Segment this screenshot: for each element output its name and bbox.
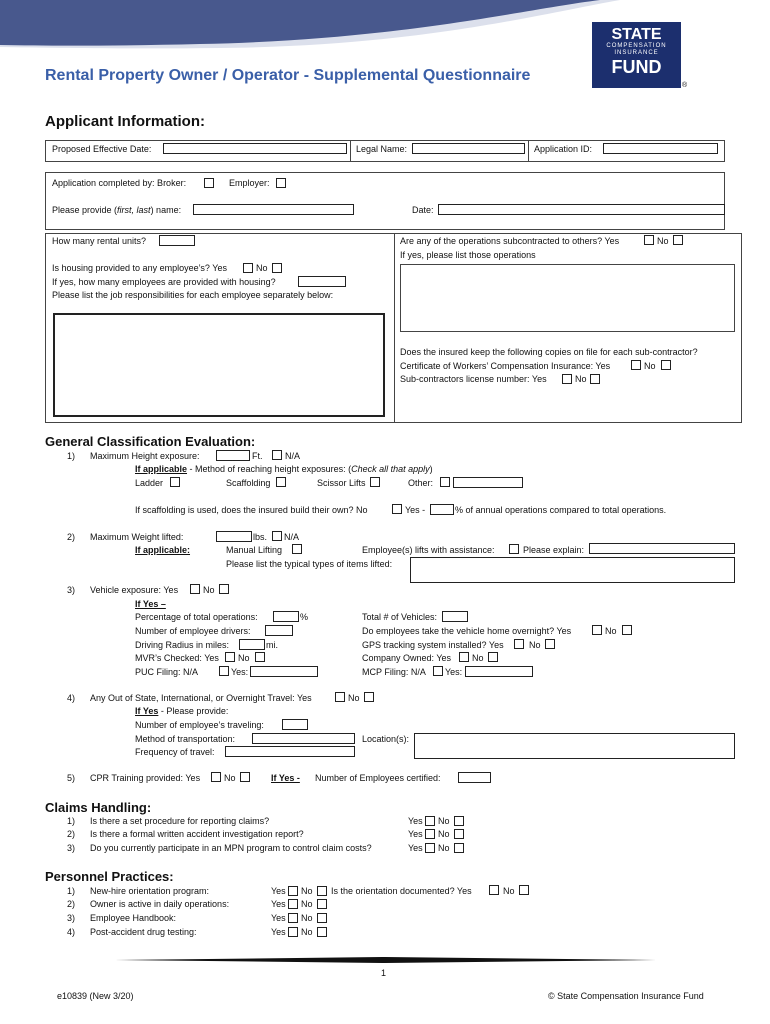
- weight-label: Maximum Weight lifted:: [90, 532, 184, 542]
- height-label: Maximum Height exposure:: [90, 451, 200, 461]
- application-id-field[interactable]: [603, 143, 718, 154]
- typical-items-field[interactable]: [410, 557, 735, 583]
- footer-rule: [115, 955, 656, 965]
- company-owned-no-checkbox[interactable]: [488, 652, 498, 662]
- scaffolding-label: Scaffolding: [226, 478, 271, 488]
- claims-yes-label: Yes: [408, 816, 423, 826]
- height-field[interactable]: [216, 450, 250, 461]
- certified-label: Number of Employees certified:: [315, 773, 441, 783]
- date-field[interactable]: [438, 204, 725, 215]
- personnel-no-checkbox[interactable]: [317, 913, 327, 923]
- claims-item-number: 1): [67, 816, 76, 826]
- legal-name-label: Legal Name:: [356, 144, 408, 154]
- gps-no-label: No: [529, 640, 541, 650]
- drivers-label: Number of employee drivers:: [135, 626, 251, 636]
- claims-question: Is there a set procedure for reporting claims?: [90, 816, 270, 826]
- scissor-lifts-label: Scissor Lifts: [317, 478, 366, 488]
- job-responsibilities-textarea[interactable]: [53, 313, 385, 417]
- subcontracted-no-checkbox[interactable]: [673, 235, 683, 245]
- personnel-question: Post-accident drug testing:: [90, 927, 197, 937]
- personnel-no-label: No: [301, 886, 313, 896]
- item-number: 2): [67, 532, 76, 542]
- subcontracted-label: Are any of the operations subcontracted to others? Yes: [400, 236, 620, 246]
- gps-no-checkbox[interactable]: [545, 639, 555, 649]
- certificate-no-checkbox[interactable]: [661, 360, 671, 370]
- height-method-label: If applicable - Method of reaching height exposures: (Check all that apply): [135, 464, 433, 474]
- page-number: 1: [381, 968, 387, 978]
- company-owned-yes-checkbox[interactable]: [459, 652, 469, 662]
- personnel-question: Owner is active in daily operations:: [90, 899, 230, 909]
- documented-no-label: No: [503, 886, 515, 896]
- subcontracted-no-label: No: [657, 236, 669, 246]
- personnel-item-number: 1): [67, 886, 76, 896]
- num-traveling-label: Number of employee’s traveling:: [135, 720, 264, 730]
- weight-na-checkbox[interactable]: [272, 531, 282, 541]
- claims-no-checkbox[interactable]: [454, 829, 464, 839]
- height-na-checkbox[interactable]: [272, 450, 282, 460]
- claims-no-checkbox[interactable]: [454, 816, 464, 826]
- form-number: e10839 (New 3/20): [57, 991, 134, 1001]
- personnel-yes-label: Yes: [271, 913, 286, 923]
- vehicle-label: Vehicle exposure: Yes: [90, 585, 179, 595]
- take-home-yes-checkbox[interactable]: [592, 625, 602, 635]
- other-label: Other:: [408, 478, 434, 488]
- housing-yes-checkbox[interactable]: [243, 263, 253, 273]
- vehicle-no-checkbox[interactable]: [219, 584, 229, 594]
- employer-checkbox[interactable]: [276, 178, 286, 188]
- personnel-item-number: 4): [67, 927, 76, 937]
- typical-items-label: Please list the typical types of items lifted:: [226, 559, 393, 569]
- other-checkbox[interactable]: [440, 477, 450, 487]
- vehicle-yes-checkbox[interactable]: [190, 584, 200, 594]
- if-yes-label: If Yes –: [135, 599, 166, 609]
- ft-label: Ft.: [252, 451, 263, 461]
- license-yes-checkbox[interactable]: [562, 374, 572, 384]
- claims-no-label: No: [438, 829, 450, 839]
- employer-label: Employer:: [229, 178, 270, 188]
- percent-annual-label: % of annual operations compared to total operations.: [455, 505, 667, 515]
- personnel-no-checkbox[interactable]: [317, 927, 327, 937]
- list-operations-label: If yes, please list those operations: [400, 250, 536, 260]
- manual-lifting-checkbox[interactable]: [292, 544, 302, 554]
- total-vehicles-field[interactable]: [442, 611, 468, 622]
- explain-label: Please explain:: [523, 545, 585, 555]
- scaffolding-build-label: If scaffolding is used, does the insured build their own? No: [135, 505, 368, 515]
- ladder-checkbox[interactable]: [170, 477, 180, 487]
- operations-textarea[interactable]: [400, 264, 735, 332]
- claims-no-label: No: [438, 843, 450, 853]
- claims-yes-checkbox[interactable]: [425, 843, 435, 853]
- height-na-label: N/A: [285, 451, 301, 461]
- if-applicable-label: If applicable:: [135, 545, 191, 555]
- personnel-yes-label: Yes: [271, 927, 286, 937]
- puc-label: PUC Filing: N/A: [135, 667, 199, 677]
- name-field[interactable]: [193, 204, 354, 215]
- vehicle-no-label: No: [203, 585, 215, 595]
- broker-checkbox[interactable]: [204, 178, 214, 188]
- certificate-yes-checkbox[interactable]: [631, 360, 641, 370]
- housing-no-checkbox[interactable]: [272, 263, 282, 273]
- travel-label: Any Out of State, International, or Overnight Travel: Yes: [90, 693, 312, 703]
- claims-yes-label: Yes: [408, 829, 423, 839]
- mcp-field[interactable]: [465, 666, 533, 677]
- copyright: © State Compensation Insurance Fund: [548, 991, 704, 1001]
- weight-field[interactable]: [216, 531, 252, 542]
- housing-label: Is housing provided to any employee’s? Yes: [52, 263, 227, 273]
- units-field[interactable]: [159, 235, 195, 246]
- license-label: Sub-contractors license number: Yes: [400, 374, 547, 384]
- other-field[interactable]: [453, 477, 523, 488]
- how-many-housed-label: If yes, how many employees are provided with housing?: [52, 277, 276, 287]
- units-label: How many rental units?: [52, 236, 147, 246]
- travel-no-label: No: [348, 693, 360, 703]
- legal-name-field[interactable]: [412, 143, 525, 154]
- scaffolding-percent-field[interactable]: [430, 504, 454, 515]
- puc-yes-label: Yes:: [231, 667, 249, 677]
- mvr-no-checkbox[interactable]: [255, 652, 265, 662]
- personnel-yes-checkbox[interactable]: [288, 899, 298, 909]
- num-traveling-field[interactable]: [282, 719, 308, 730]
- job-responsibilities-label: Please list the job responsibilities for each employee separately below:: [52, 290, 334, 300]
- claims-yes-checkbox[interactable]: [425, 816, 435, 826]
- puc-na-checkbox[interactable]: [219, 666, 229, 676]
- personnel-no-label: No: [301, 927, 313, 937]
- pct-label: %: [300, 612, 309, 622]
- claims-no-label: No: [438, 816, 450, 826]
- item-number: 5): [67, 773, 76, 783]
- pct-total-field[interactable]: [273, 611, 299, 622]
- manual-lifting-label: Manual Lifting: [226, 545, 283, 555]
- mi-label: mi.: [266, 640, 278, 650]
- frequency-label: Frequency of travel:: [135, 747, 215, 757]
- documented-yes-checkbox[interactable]: [489, 885, 499, 895]
- documented-no-checkbox[interactable]: [519, 885, 529, 895]
- personnel-no-checkbox[interactable]: [317, 886, 327, 896]
- drivers-field[interactable]: [265, 625, 293, 636]
- frequency-field[interactable]: [225, 746, 355, 757]
- certificate-no-label: No: [644, 361, 656, 371]
- travel-no-checkbox[interactable]: [364, 692, 374, 702]
- assist-checkbox[interactable]: [509, 544, 519, 554]
- cpr-if-yes-label: If Yes -: [271, 773, 300, 783]
- mcp-label: MCP Filing: N/A: [362, 667, 426, 677]
- personnel-question: Employee Handbook:: [90, 913, 177, 923]
- claims-item-number: 3): [67, 843, 76, 853]
- item-number: 3): [67, 585, 76, 595]
- mcp-na-checkbox[interactable]: [433, 666, 443, 676]
- gps-label: GPS tracking system installed? Yes: [362, 640, 504, 650]
- date-label: Date:: [412, 205, 434, 215]
- personnel-heading: Personnel Practices:: [45, 869, 174, 884]
- puc-field[interactable]: [250, 666, 318, 677]
- lbs-label: lbs.: [253, 532, 268, 542]
- scif-logo: STATE COMPENSATION INSURANCE FUND: [592, 22, 681, 88]
- take-home-label: Do employees take the vehicle home overnight? Yes: [362, 626, 572, 636]
- total-vehicles-label: Total # of Vehicles:: [362, 612, 438, 622]
- completed-by-label: Application completed by: Broker:: [52, 178, 187, 188]
- effective-date-field[interactable]: [163, 143, 347, 154]
- registered-mark: ®: [682, 82, 688, 89]
- personnel-no-label: No: [301, 899, 313, 909]
- ladder-label: Ladder: [135, 478, 164, 488]
- company-owned-label: Company Owned: Yes: [362, 653, 452, 663]
- personnel-yes-checkbox[interactable]: [288, 927, 298, 937]
- take-home-no-checkbox[interactable]: [622, 625, 632, 635]
- personnel-yes-label: Yes: [271, 886, 286, 896]
- license-no-checkbox[interactable]: [590, 374, 600, 384]
- radius-label: Driving Radius in miles:: [135, 640, 230, 650]
- cpr-no-checkbox[interactable]: [240, 772, 250, 782]
- documented-label: Is the orientation documented? Yes: [331, 886, 472, 896]
- company-owned-no-label: No: [472, 653, 484, 663]
- radius-field[interactable]: [239, 639, 265, 650]
- gps-yes-checkbox[interactable]: [514, 639, 524, 649]
- subcontracted-yes-checkbox[interactable]: [644, 235, 654, 245]
- certificate-label: Certificate of Workers’ Compensation Insurance: Yes: [400, 361, 611, 371]
- personnel-yes-checkbox[interactable]: [288, 913, 298, 923]
- general-heading: General Classification Evaluation:: [45, 434, 256, 449]
- pct-total-label: Percentage of total operations:: [135, 612, 258, 622]
- applicant-heading: Applicant Information:: [45, 113, 205, 130]
- certified-field[interactable]: [458, 772, 491, 783]
- travel-if-yes-label: If Yes - Please provide:: [135, 706, 229, 716]
- claims-item-number: 2): [67, 829, 76, 839]
- claims-yes-checkbox[interactable]: [425, 829, 435, 839]
- mvr-yes-checkbox[interactable]: [225, 652, 235, 662]
- scaffolding-yes-label: Yes -: [405, 505, 426, 515]
- mcp-yes-label: Yes:: [445, 667, 463, 677]
- item-number: 1): [67, 451, 76, 461]
- scaffolding-checkbox[interactable]: [276, 477, 286, 487]
- provide-name-label: Please provide (first, last) name:: [52, 205, 182, 215]
- item-number: 4): [67, 693, 76, 703]
- claims-question: Is there a formal written accident investigation report?: [90, 829, 304, 839]
- cpr-label: CPR Training provided: Yes: [90, 773, 201, 783]
- claims-no-checkbox[interactable]: [454, 843, 464, 853]
- personnel-yes-label: Yes: [271, 899, 286, 909]
- personnel-item-number: 2): [67, 899, 76, 909]
- weight-na-label: N/A: [284, 532, 300, 542]
- mvr-label: MVR’s Checked: Yes: [135, 653, 219, 663]
- scaffolding-build-no-checkbox[interactable]: [392, 504, 402, 514]
- transport-label: Method of transportation:: [135, 734, 236, 744]
- page-title: Rental Property Owner / Operator - Supplemental Questionnaire: [45, 67, 531, 84]
- application-id-label: Application ID:: [534, 144, 593, 154]
- personnel-no-label: No: [301, 913, 313, 923]
- cpr-yes-checkbox[interactable]: [211, 772, 221, 782]
- explain-field[interactable]: [589, 543, 735, 554]
- claims-yes-label: Yes: [408, 843, 423, 853]
- housing-no-label: No: [256, 263, 268, 273]
- claims-heading: Claims Handling:: [45, 800, 152, 815]
- assist-label: Employee(s) lifts with assistance:: [362, 545, 495, 555]
- personnel-no-checkbox[interactable]: [317, 899, 327, 909]
- location-field[interactable]: [414, 733, 735, 759]
- transport-field[interactable]: [252, 733, 355, 744]
- personnel-item-number: 3): [67, 913, 76, 923]
- claims-question: Do you currently participate in an MPN program to control claim costs?: [90, 843, 372, 853]
- travel-yes-checkbox[interactable]: [335, 692, 345, 702]
- copies-label: Does the insured keep the following copies on file for each sub-contractor?: [400, 347, 698, 357]
- personnel-question: New-hire orientation program:: [90, 886, 210, 896]
- how-many-housed-field[interactable]: [298, 276, 346, 287]
- effective-date-label: Proposed Effective Date:: [52, 144, 152, 154]
- take-home-no-label: No: [605, 626, 617, 636]
- license-no-label: No: [575, 374, 587, 384]
- mvr-no-label: No: [238, 653, 250, 663]
- cpr-no-label: No: [224, 773, 236, 783]
- scissor-lifts-checkbox[interactable]: [370, 477, 380, 487]
- location-label: Location(s):: [362, 734, 410, 744]
- personnel-yes-checkbox[interactable]: [288, 886, 298, 896]
